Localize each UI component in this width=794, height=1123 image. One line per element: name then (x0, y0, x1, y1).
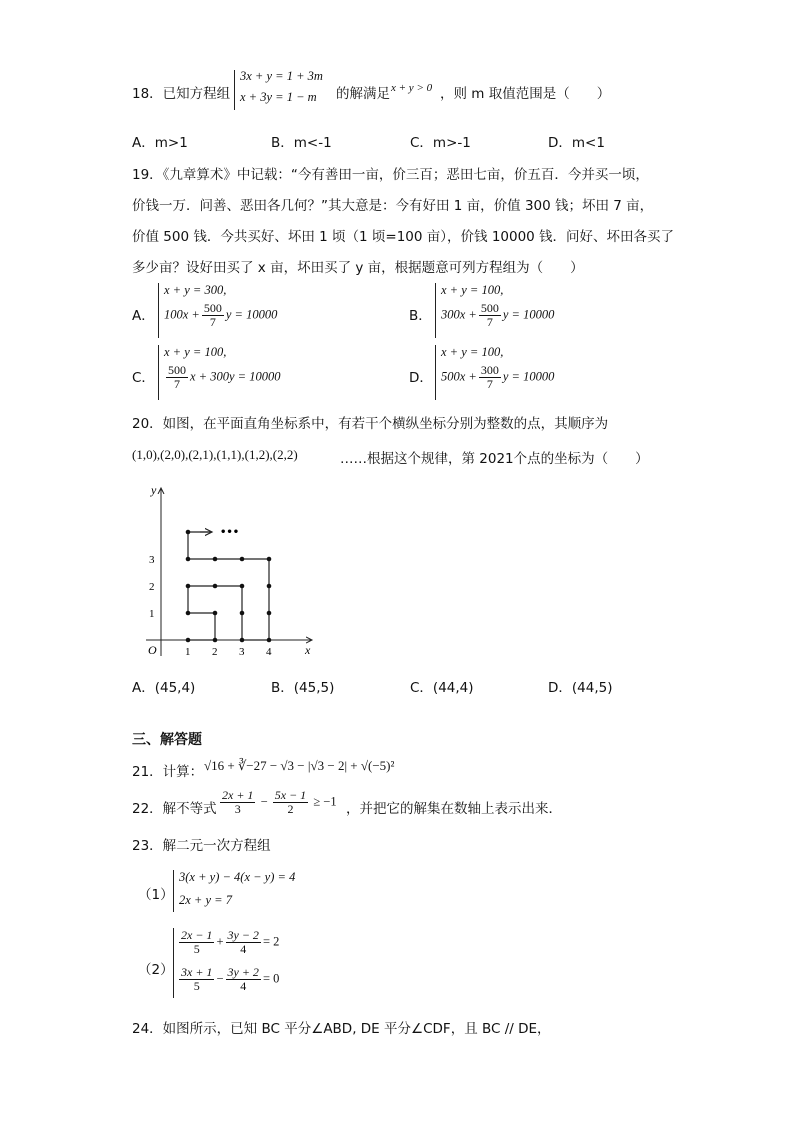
q19-option-d-brace (435, 345, 436, 400)
origin-label: O (148, 643, 157, 657)
q19-option-d-label: D． (409, 370, 433, 386)
q23-part1-eq2: 2x + y = 7 (179, 893, 232, 907)
q19-line-3: 价值 500 钱．今共买好、坏田 1 顷（1 顷=100 亩），价钱 10000 钱．问好、坏田各买了 (132, 229, 675, 245)
q19-option-c-eq2: $\frac{500}{7}$ x + 300y = 10000 (168, 363, 281, 391)
q20-option-b: B．(45,5) (271, 680, 335, 696)
section-heading: 三、解答题 (132, 732, 202, 748)
q21-expression: √16 + ∛−27 − √3 − |√3 − 2| + √(−5)² (204, 758, 395, 773)
q19-option-b-label: B． (409, 308, 432, 324)
q18-tail: ，则 m 取值范围是（ ） (440, 86, 611, 102)
q19-option-b-eq1: x + y = 100, (441, 283, 504, 297)
q20-line-1: 20．如图，在平面直角坐标系中，有若干个横纵坐标分别为整数的点，其顺序为 (132, 416, 609, 432)
q22-prefix: 22．解不等式 (132, 801, 217, 817)
q23-part1-brace (173, 870, 174, 912)
q21-number: 21．计算： (132, 764, 204, 780)
q23-title: 23．解二元一次方程组 (132, 838, 271, 854)
q19-option-a-eq1: x + y = 300, (164, 283, 227, 297)
q20-tail: ……根据这个规律，第 2021个点的坐标为（ ） (340, 451, 649, 467)
q24-text: 24．如图所示，已知 BC 平分∠ABD, DE 平分∠CDF，且 BC // DE， (132, 1021, 551, 1037)
q18-eq2: x + 3y = 1 − m (240, 90, 317, 104)
q23-part2-eq1: $\frac{2x - 1}{5}$ + $\frac{3y - 2}{4}$ = 2 (181, 928, 280, 956)
q18-mid-text: 的解满足 (336, 86, 390, 102)
q23-part2-label: （2） (138, 962, 174, 978)
q19-option-c-eq1: x + y = 100, (164, 345, 227, 359)
q18-condition: x + y > 0 (391, 82, 433, 94)
q19-line-2: 价钱一万．问善、恶田各几何？”其大意是：今有好田 1 亩，价值 300 钱；坏田 7 亩， (132, 198, 654, 214)
x-tick-2: 2 (212, 646, 218, 658)
q23-part2-eq2: $\frac{3x + 1}{5}$ − $\frac{3y + 2}{4}$ = 0 (181, 965, 280, 993)
x-tick-1: 1 (185, 646, 191, 658)
q19-option-d-eq2: 500x + $\frac{300}{7}$ y = 10000 (441, 363, 555, 391)
q19-option-d-eq1: x + y = 100, (441, 345, 504, 359)
q23-part1-eq1: 3(x + y) − 4(x − y) = 4 (179, 870, 296, 884)
q18-brace (234, 70, 235, 110)
q19-line-4: 多少亩？设好田买了 x 亩，坏田买了 y 亩，根据题意可列方程组为（ ） (132, 260, 584, 276)
q23-part2-brace (173, 928, 174, 998)
q18-option-b: B．m<-1 (271, 135, 332, 151)
q19-option-c-label: C． (132, 370, 155, 386)
y-tick-1: 1 (149, 608, 155, 620)
q19-option-a-eq2: 100x + $\frac{500}{7}$ y = 10000 (164, 301, 278, 329)
q22-tail: ，并把它的解集在数轴上表示出来． (346, 801, 562, 817)
q19-option-a-label: A． (132, 308, 155, 324)
q18-option-c: C．m>-1 (410, 135, 471, 151)
q20-option-c: C．(44,4) (410, 680, 474, 696)
q18-number: 18．已知方程组 (132, 86, 231, 102)
q19-line-1: 19．《九章算术》中记载：“今有善田一亩，价三百；恶田七亩，价五百．今并买一顷， (132, 167, 649, 183)
q19-option-a-brace (158, 283, 159, 338)
q20-points: (1,0),(2,0),(2,1),(1,1),(1,2),(2,2) (132, 447, 298, 462)
y-tick-3: 3 (149, 554, 155, 566)
q18-option-a: A．m>1 (132, 135, 188, 151)
q19-option-b-brace (435, 283, 436, 338)
x-tick-4: 4 (266, 646, 272, 658)
x-axis-label: x (305, 643, 311, 657)
q18-eq1: 3x + y = 1 + 3m (240, 69, 323, 83)
q22-inequality: $\frac{2x + 1}{3}$ − $\frac{5x - 1}{2}$ ≥ −1 (222, 788, 337, 816)
q18-option-d: D．m<1 (548, 135, 605, 151)
spiral-path (188, 532, 269, 640)
q20-option-a: A．(45,4) (132, 680, 196, 696)
q20-graph (140, 482, 320, 662)
x-tick-3: 3 (239, 646, 245, 658)
q19-option-c-brace (158, 345, 159, 400)
q20-option-d: D．(44,5) (548, 680, 613, 696)
q23-part1-label: （1） (138, 887, 174, 903)
y-axis-label: y (151, 483, 157, 497)
continuation-dots: ••• (220, 527, 240, 538)
y-tick-2: 2 (149, 581, 155, 593)
q19-option-b-eq2: 300x + $\frac{500}{7}$ y = 10000 (441, 301, 555, 329)
